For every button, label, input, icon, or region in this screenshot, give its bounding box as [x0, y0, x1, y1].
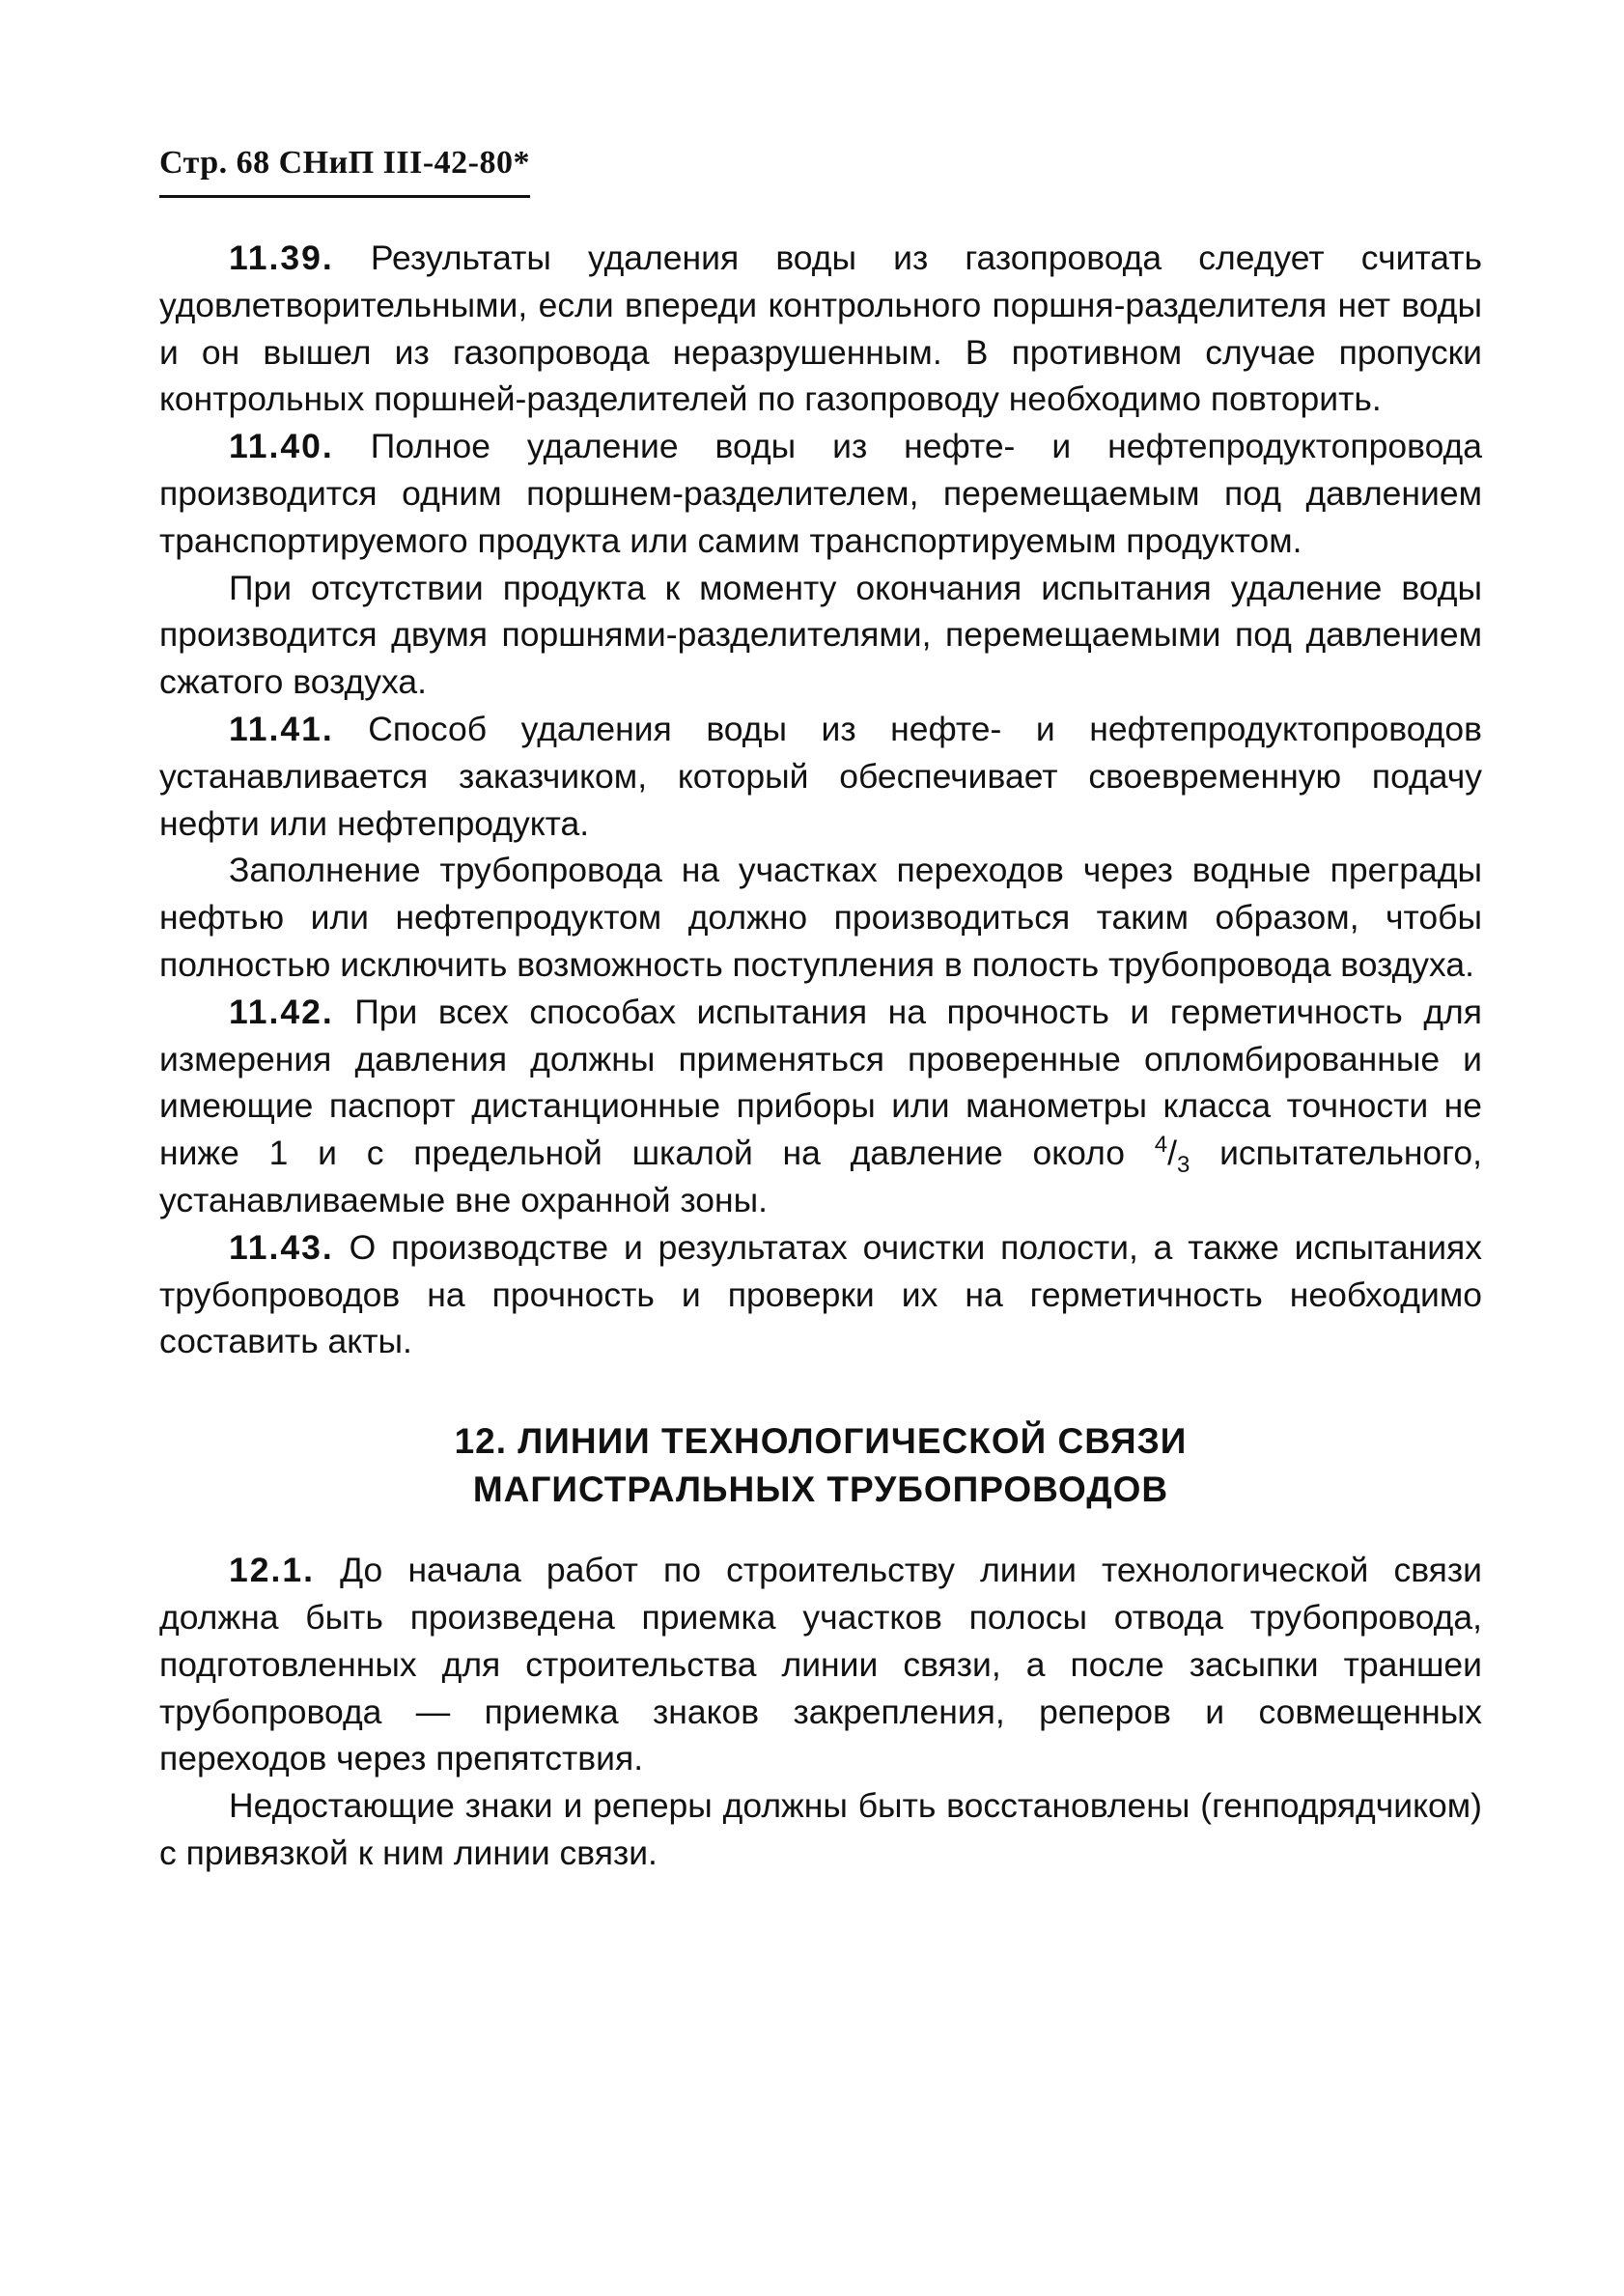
page-header: Стр. 68 СНиП III-42-80* [159, 145, 530, 198]
fraction-numerator: 4 [1154, 1132, 1168, 1159]
paragraph-11-41-cont [159, 847, 1482, 988]
paragraph-11-39 [159, 235, 1482, 423]
paragraph-text: При отсутствии продукта к моменту окончания испытания удаление воды производится двумя поршнями-разделителями, перемещаемыми под давлением сжатого воздуха. [159, 568, 1482, 702]
paragraph-text: Заполнение трубопровода на участках переходов через водные преграды нефтью или нефтепродуктом должно производиться таким образом, чтобы полностью исключить возможность поступления в полость трубопровода воздуха. [159, 851, 1482, 984]
clause-number: 11.41. [229, 709, 334, 748]
section-heading-line-1: 12. ЛИНИИ ТЕХНОЛОГИЧЕСКОЙ СВЯЗИ [454, 1421, 1188, 1462]
paragraph-11-40-cont [159, 565, 1482, 706]
clause-number: 11.42. [229, 992, 334, 1031]
paragraph-text: О производстве и результатах очистки полости, а также испытаниях трубопроводов на прочность и проверки их на герметичность необходимо составить акты. [159, 1227, 1482, 1361]
paragraph-text: Недостающие знаки и реперы должны быть восстановлены (генподрядчиком) с привязкой к ним линии связи. [159, 1786, 1482, 1872]
section-heading [159, 1417, 1482, 1514]
clause-number: 11.43. [229, 1227, 334, 1267]
paragraph-11-40 [159, 423, 1482, 564]
paragraph-12-1 [159, 1547, 1482, 1782]
paragraph-text: До начала работ по строительству линии технологической связи должна быть произведена приемка участков полосы отвода трубопровода, подготовленных для строительства линии связи, а после засыпки траншеи трубопровода — приемка знаков закрепления, реперов и совмещенных переходов через препятствия. [159, 1551, 1482, 1778]
paragraph-11-42 [159, 989, 1482, 1224]
fraction-denominator: 3 [1176, 1152, 1190, 1179]
paragraph-text: Результаты удаления воды из газопровода следует считать удовлетворительными, если впереди контрольного поршня-разделителя нет воды и он вышел из газопровода неразрушенным. В противном случае пропуски контрольных поршней-разделителей по газопроводу необходимо повторить. [159, 238, 1482, 419]
paragraph-12-1-cont [159, 1782, 1482, 1877]
paragraph-text: испытательного, устанавливаемые вне охранной зоны. [159, 1134, 1482, 1219]
clause-number: 11.39. [229, 238, 334, 277]
paragraph-11-43 [159, 1224, 1482, 1365]
fraction-slash: / [1167, 1134, 1177, 1173]
paragraph-text: При всех способах испытания на прочность и герметичность для измерения давления должны применяться проверенные опломбированные и имеющие паспорт дистанционные приборы или манометры класса точности не ниже 1 и с предельной шкалой на давление около [159, 992, 1482, 1173]
paragraph-text: Способ удаления воды из нефте- и нефтепродуктопроводов устанавливается заказчиком, который обеспечивает своевременную подачу нефти или нефтепродукта. [159, 709, 1482, 843]
body-text [159, 235, 1482, 1877]
section-heading-line-2: МАГИСТРАЛЬНЫХ ТРУБОПРОВОДОВ [472, 1470, 1169, 1510]
clause-number: 11.40. [229, 427, 334, 466]
paragraph-text: Полное удаление воды из нефте- и нефтепродуктопровода производится одним поршнем-разделителем, перемещаемым под давлением транспортируемого продукта или самим транспортируемым продуктом. [159, 427, 1482, 560]
paragraph-11-41 [159, 706, 1482, 847]
document-page [159, 145, 1482, 1877]
clause-number: 12.1. [229, 1551, 315, 1590]
